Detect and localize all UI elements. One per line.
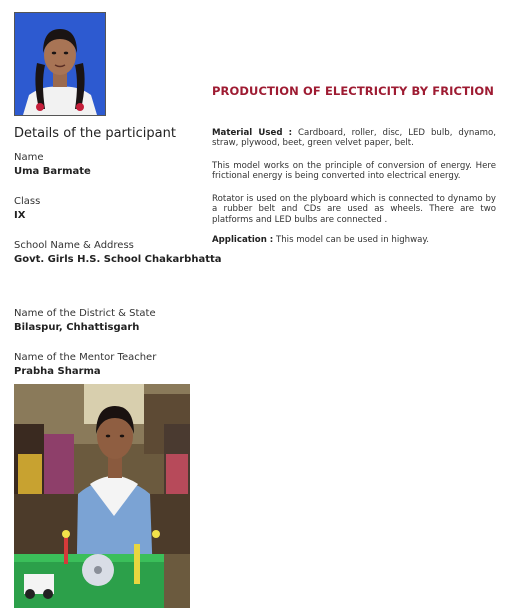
name-value: Uma Barmate	[14, 166, 91, 177]
school-value: Govt. Girls H.S. School Chakarbhatta	[14, 254, 222, 265]
participant-portrait-photo	[14, 12, 106, 116]
materials-label: Material Used :	[212, 128, 293, 138]
project-title: PRODUCTION OF ELECTRICITY BY FRICTION	[212, 84, 495, 98]
mentor-label: Name of the Mentor Teacher	[14, 352, 157, 363]
construction-paragraph: Rotator is used on the plyboard which is connected to dynamo by a rubber belt and CDs are used as wheels. There are two platforms and LED bulbs are connected .	[212, 194, 496, 225]
application-label: Application :	[212, 235, 274, 245]
application-text: This model can be used in highway.	[275, 235, 429, 245]
materials-paragraph	[212, 128, 496, 149]
details-heading: Details of the participant	[14, 126, 176, 141]
district-label: Name of the District & State	[14, 308, 156, 319]
principle-paragraph: This model works on the principle of conversion of energy. Here frictional energy is being converted into electrical energy.	[212, 161, 496, 182]
school-label: School Name & Address	[14, 240, 134, 251]
materials-text: Cardboard, roller, disc, LED bulb, dynamo, straw, plywood, beet, green velvet paper, belt.	[212, 128, 496, 149]
class-label: Class	[14, 196, 41, 207]
participant-with-model-photo	[14, 384, 190, 608]
application-paragraph	[212, 235, 496, 245]
name-label: Name	[14, 152, 44, 163]
district-value: Bilaspur, Chhattisgarh	[14, 322, 140, 333]
class-value: IX	[14, 210, 26, 221]
mentor-value: Prabha Sharma	[14, 366, 101, 377]
